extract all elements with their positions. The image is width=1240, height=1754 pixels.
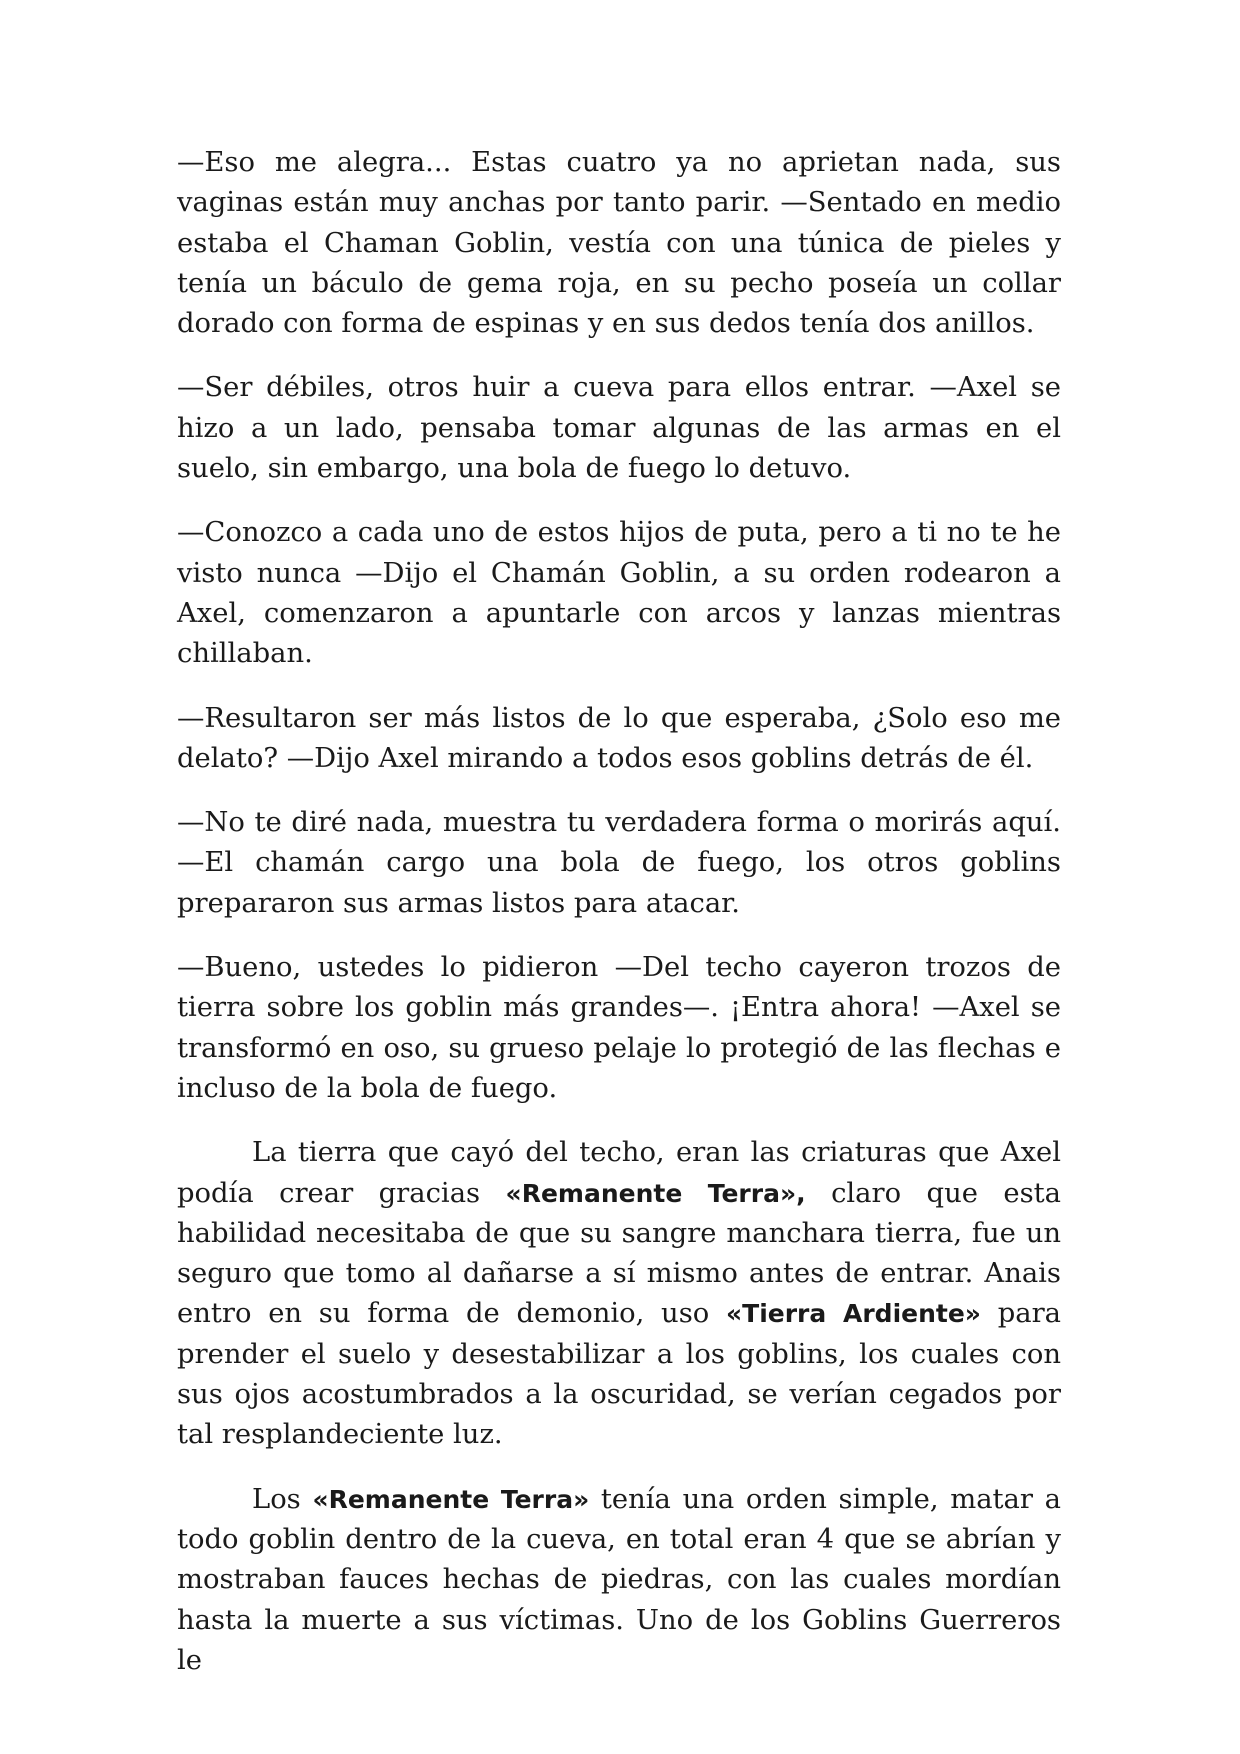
paragraph — [177, 368, 1061, 489]
paragraph-text: —No te diré nada, muestra tu verdadera forma o morirás aquí. —El chamán cargo una bola de fuego, los otros goblins prepararon sus armas listos para atacar. — [177, 807, 1061, 919]
skill-name: «Remanente Terra» — [312, 1484, 590, 1514]
paragraph-text: —Conozco a cada uno de estos hijos de puta, pero a ti no te he visto nunca —Dijo el Chamán Goblin, a su orden rodearon a Axel, comenzaron a apuntarle con arcos y lanzas mientras chillaban. — [177, 517, 1061, 670]
paragraph-text: tenía una orden simple, matar a todo goblin dentro de la cueva, en total eran 4 que se abrían y mostraban fauces hechas de piedras, con las cuales mordían hasta la muerte a sus víctimas. Uno de los Goblins Guerreros le — [177, 1483, 1061, 1676]
paragraph — [177, 699, 1061, 780]
paragraph-text: Los — [252, 1483, 313, 1515]
paragraph-text: —Bueno, ustedes lo pidieron —Del techo cayeron trozos de tierra sobre los goblin más grandes—. ¡Entra ahora! —Axel se transformó en oso, su grueso pelaje lo protegió de las flechas e incluso de la bola de fuego. — [177, 952, 1061, 1104]
document-page — [177, 143, 1061, 1705]
paragraph-text: La tierra que cayó del techo, eran las criaturas que Axel podía crear gracias — [177, 1137, 1061, 1209]
paragraph — [177, 1480, 1061, 1681]
paragraph — [177, 513, 1061, 674]
paragraph — [177, 803, 1061, 924]
skill-name: «Tierra Ardiente» — [726, 1299, 981, 1329]
paragraph-text: —Ser débiles, otros huir a cueva para ellos entrar. —Axel se hizo a un lado, pensaba tomar algunas de las armas en el suelo, sin embargo, una bola de fuego lo detuvo. — [177, 372, 1061, 485]
paragraph-text: —Resultaron ser más listos de lo que esperaba, ¿Solo eso me delato? —Dijo Axel mirando a todos esos goblins detrás de él. — [177, 702, 1061, 774]
paragraph-text: —Eso me alegra... Estas cuatro ya no aprietan nada, sus vaginas están muy anchas por tanto parir. —Sentado en medio estaba el Chaman Goblin, vestía con una túnica de pieles y tenía un báculo de gema roja, en su pecho poseía un collar dorado con forma de espinas y en sus dedos tenía dos anillos. — [177, 147, 1061, 340]
paragraph — [177, 1133, 1061, 1455]
skill-name: «Remanente Terra», — [505, 1178, 806, 1208]
paragraph — [177, 948, 1061, 1109]
paragraph — [177, 143, 1061, 344]
paragraph-text: para prender el suelo y desestabilizar a los goblins, los cuales con sus ojos acostumbrados a la oscuridad, se verían cegados por tal resplandeciente luz. — [177, 1298, 1062, 1451]
paragraph-text: claro que esta habilidad necesitaba de que su sangre manchara tierra, fue un seguro que tomo al dañarse a sí mismo antes de entrar. Anais entro en su forma de demonio, uso — [177, 1177, 1061, 1330]
